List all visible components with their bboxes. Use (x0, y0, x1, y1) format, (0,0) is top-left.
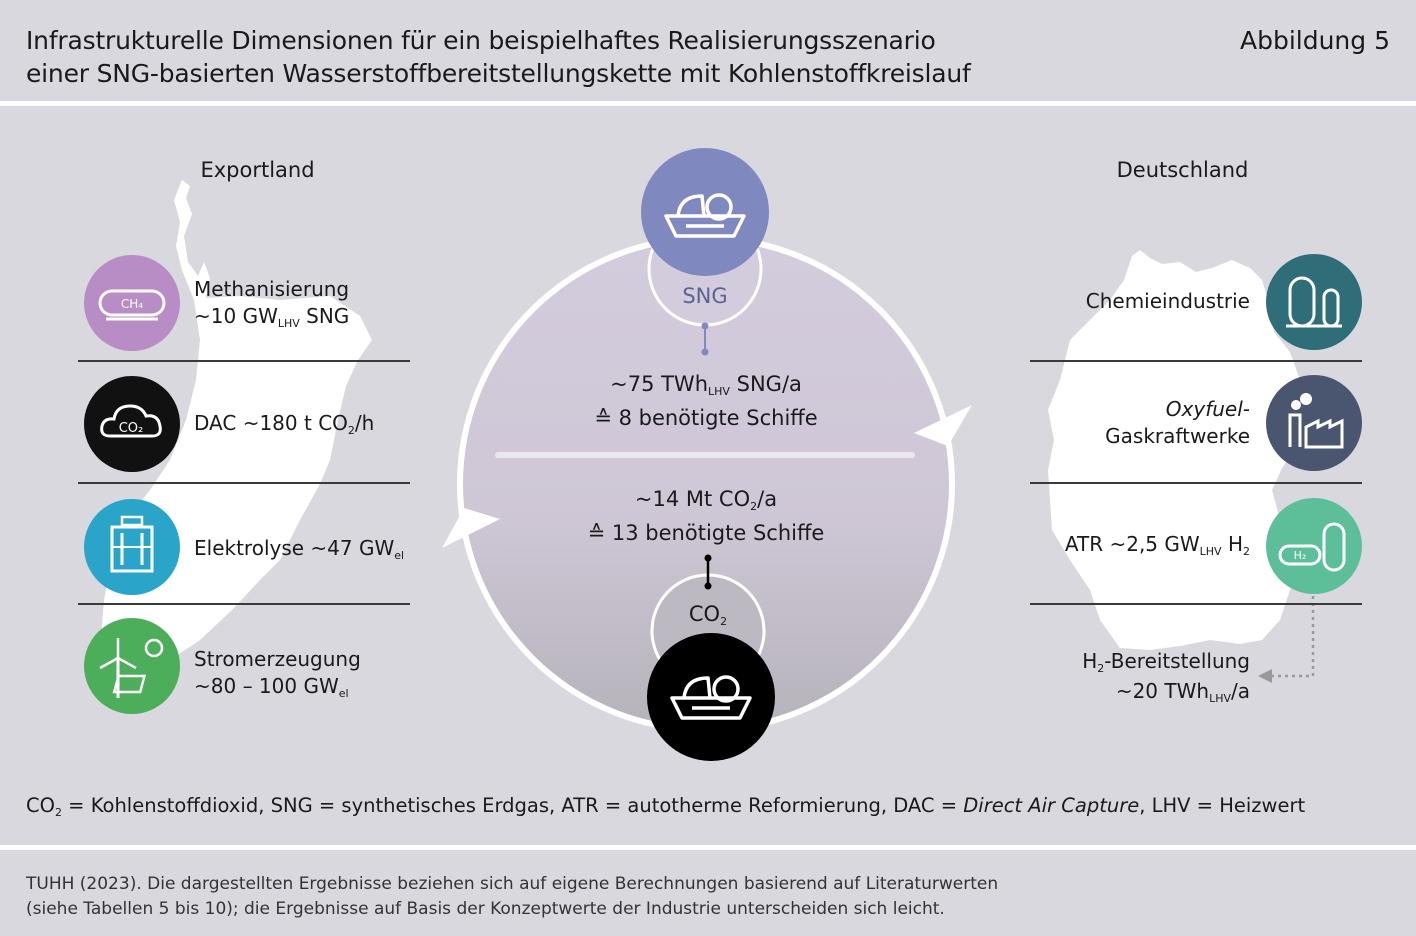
germany-divider-3 (1030, 603, 1362, 605)
gas-power-plant-icon (1266, 375, 1362, 471)
abbreviations-legend: $CO_2$ = Kohlenstoffdioxid, SNG = synthetisches Erdgas, ATR = autotherme Reformierung, DAC = Direct Air Capture, LHV = Heizwert (26, 794, 1306, 819)
export-country-title: Exportland (200, 158, 315, 182)
atr-icon-text: H₂ (1293, 549, 1307, 562)
source-line-1: TUHH (2023). Die dargestellten Ergebnisse beziehen sich auf eigene Berechnungen basierend auf Literaturwerten (26, 874, 999, 894)
source-line-2: (siehe Tabellen 5 bis 10); die Ergebnisse auf Basis der Konzeptwerte der Industrie unterscheiden sich leicht. (26, 899, 945, 919)
wind-solar-icon (84, 618, 180, 714)
source-note (26, 872, 998, 922)
germany-divider-2 (1030, 482, 1362, 484)
footer-divider (0, 845, 1416, 850)
co2-flow-value: ~14 Mt CO2/a (634, 487, 778, 513)
sng-flow-value: ~75 TWhLHV SNG/a (610, 372, 802, 398)
co2-ships-count: ≙ 13 benötigte Schiffe (587, 521, 825, 545)
germany-divider-1 (1030, 360, 1362, 362)
co2-flow-text (526, 484, 886, 549)
oxyfuel-text (1020, 396, 1250, 450)
power-generation-label: Stromerzeugung (194, 647, 361, 671)
title-line-1: Infrastrukturelle Dimensionen für ein beispielhaftes Realisierungsszenario (26, 26, 936, 55)
export-divider-3 (78, 603, 410, 605)
power-generation-text (194, 646, 361, 703)
methanation-value: ~10 $GW_{LHV}$ SNG (194, 304, 350, 330)
oxyfuel-label: Oxyfuel- (1165, 397, 1250, 421)
co2-cloud-icon (84, 376, 180, 472)
sng-label: SNG (682, 284, 728, 308)
dac-text: DAC ~180 t $CO_2/h$ (194, 411, 375, 437)
chemical-plant-icon (1266, 254, 1362, 350)
figure-label: Abbildung 5 (1239, 26, 1390, 55)
title-line-2: einer SNG-basierten Wasserstoffbereitstellungskette mit Kohlenstoffkreislauf (26, 59, 971, 88)
chemical-industry-text: Chemieindustrie (1085, 289, 1250, 313)
co2-label: CO2 (688, 602, 728, 628)
h2-provision-text (1020, 648, 1250, 708)
gas-power-plants-label: Gaskraftwerke (1105, 424, 1250, 448)
h2-provision-value: ~20 TWh$_{LHV}$/a (1115, 679, 1250, 705)
methanation-text (194, 276, 349, 333)
sng-flow-text (526, 369, 886, 434)
atr-reformer-icon (1266, 498, 1362, 594)
sng-ships-count: ≙ 8 benötigte Schiffe (594, 406, 818, 430)
atr-text: ATR ~2,5 $GW_{LHV}$ $H_2$ (1064, 532, 1250, 558)
electrolyser-icon (84, 499, 180, 595)
methane-tank-icon (84, 255, 180, 351)
export-divider-2 (78, 482, 410, 484)
export-divider-1 (78, 360, 410, 362)
h2-provision-label: $H_2$-Bereitstellung (1082, 649, 1250, 675)
co2-icon-text: CO₂ (118, 421, 144, 436)
methanation-label: Methanisierung (194, 277, 350, 301)
germany-title: Deutschland (1116, 158, 1249, 182)
power-generation-value: ~80 – 100 $GW_{el}$ (194, 674, 349, 700)
methane-icon-text: CH₄ (120, 297, 144, 311)
electrolysis-text: Elektrolyse ~47 $GW_{el}$ (194, 536, 405, 562)
